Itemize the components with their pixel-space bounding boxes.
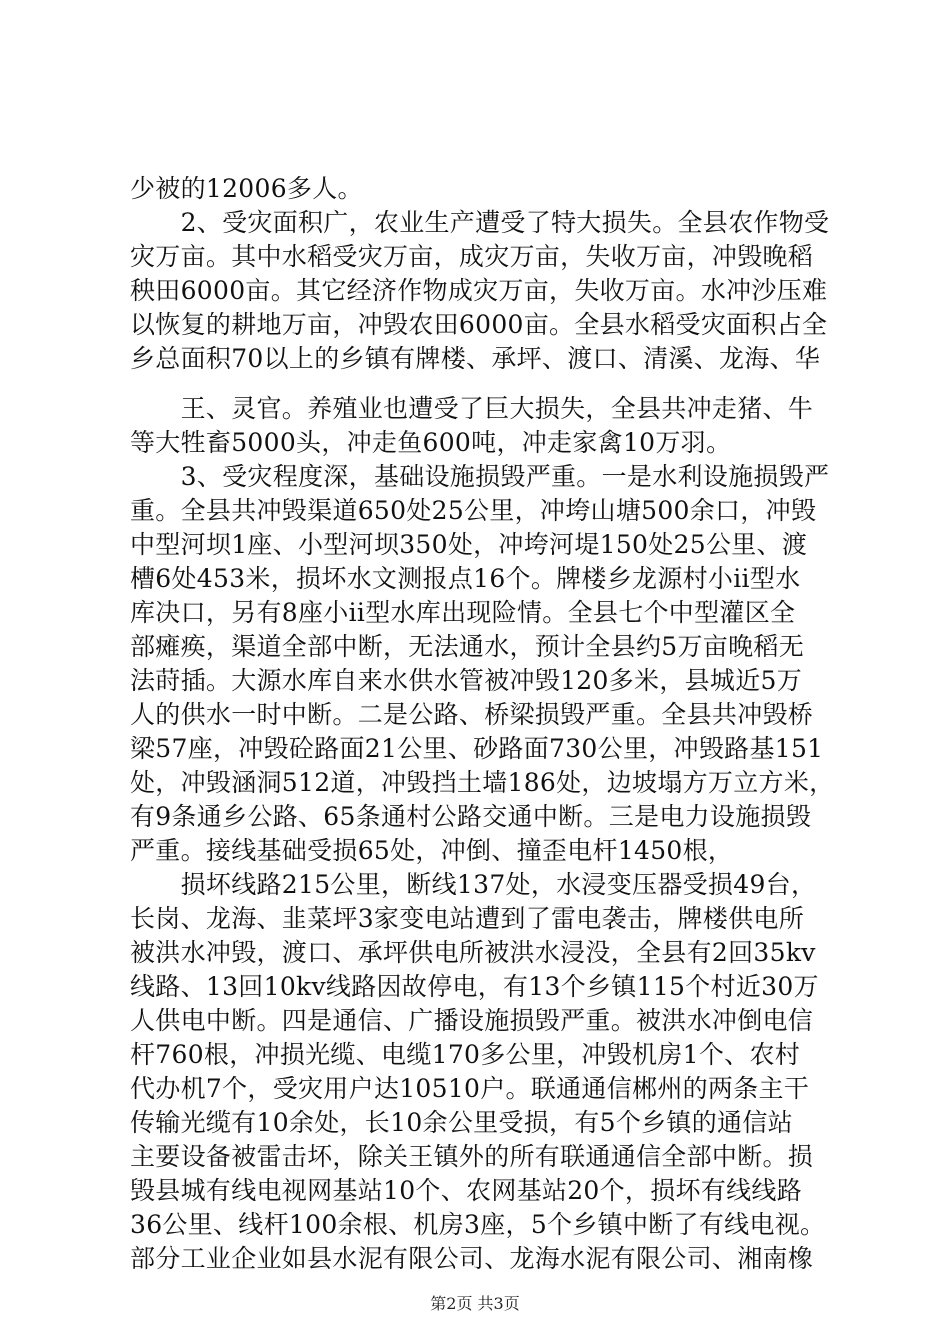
text-line: 库决口，另有8座小ii型水库出现险情。全县七个中型灌区全 (130, 598, 796, 627)
text-line: 严重。接线基础受损65处，冲倒、撞歪电杆1450根， (130, 836, 734, 865)
page-footer: 第2页 共3页 (430, 1294, 520, 1313)
text-line: 毁县城有线电视网基站10个、农网基站20个，损坏有线线路 (130, 1176, 803, 1205)
text-line: 处，冲毁涵洞512道，冲毁挡土墙186处，边坡塌方万立方米， (130, 768, 835, 797)
text-line: 代办机7个，受灾用户达10510户。联通通信郴州的两条主干 (130, 1074, 810, 1103)
text-line: 人供电中断。四是通信、广播设施损毁严重。被洪水冲倒电信 (130, 1006, 814, 1035)
text-line: 3、受灾程度深，基础设施损毁严重。一是水利设施损毁严 (130, 462, 830, 491)
text-line: 重。全县共冲毁渠道650处25公里，冲垮山塘500余口，冲毁 (130, 496, 817, 525)
text-line: 王、灵官。养殖业也遭受了巨大损失，全县共冲走猪、牛 (130, 394, 814, 423)
text-line: 灾万亩。其中水稻受灾万亩，成灾万亩，失收万亩，冲毁晚稻 (130, 242, 814, 271)
text-line: 梁57座，冲毁砼路面21公里、砂路面730公里，冲毁路基151 (130, 734, 824, 763)
text-line: 2、受灾面积广，农业生产遭受了特大损失。全县农作物受 (130, 208, 830, 237)
text-line: 少被的12006多人。 (130, 174, 363, 203)
text-line: 槽6处453米，损坏水文测报点16个。牌楼乡龙源村小ii型水 (130, 564, 801, 593)
text-line: 线路、13回10kv线路因故停电，有13个乡镇115个村近30万 (130, 972, 819, 1001)
text-line: 乡总面积70以上的乡镇有牌楼、承坪、渡口、清溪、龙海、华 (130, 344, 821, 373)
text-line: 等大牲畜5000头，冲走鱼600吨，冲走家禽10万羽。 (130, 428, 732, 457)
text-line: 秧田6000亩。其它经济作物成灾万亩，失收万亩。水冲沙压难 (130, 276, 828, 305)
text-line: 长岗、龙海、韭菜坪3家变电站遭到了雷电袭击，牌楼供电所 (130, 904, 805, 933)
text-line: 部分工业企业如县水泥有限公司、龙海水泥有限公司、湘南橡 (130, 1244, 814, 1273)
text-line: 传输光缆有10余处，长10余公里受损，有5个乡镇的通信站 (130, 1108, 793, 1137)
text-line: 被洪水冲毁，渡口、承坪供电所被洪水浸没，全县有2回35kv (130, 938, 816, 967)
text-line: 人的供水一时中断。二是公路、桥梁损毁严重。全县共冲毁桥 (130, 700, 814, 729)
text-line: 部瘫痪，渠道全部中断，无法通水，预计全县约5万亩晚稻无 (130, 632, 805, 661)
text-line: 杆760根，冲损光缆、电缆170多公里，冲毁机房1个、农村 (130, 1040, 801, 1069)
text-line: 36公里、线杆100余根、机房3座，5个乡镇中断了有线电视。 (130, 1210, 826, 1239)
text-line: 以恢复的耕地万亩，冲毁农田6000亩。全县水稻受灾面积占全 (130, 310, 828, 339)
text-line: 有9条通乡公路、65条通村公路交通中断。三是电力设施损毁 (130, 802, 812, 831)
text-line: 损坏线路215公里，断线137处，水浸变压器受损49台， (130, 870, 817, 899)
text-line: 法莳插。大源水库自来水供水管被冲毁120多米，县城近5万 (130, 666, 803, 695)
text-line: 中型河坝1座、小型河坝350处，冲垮河堤150处25公里、渡 (130, 530, 808, 559)
text-line: 主要设备被雷击坏，除关王镇外的所有联通通信全部中断。损 (130, 1142, 814, 1171)
